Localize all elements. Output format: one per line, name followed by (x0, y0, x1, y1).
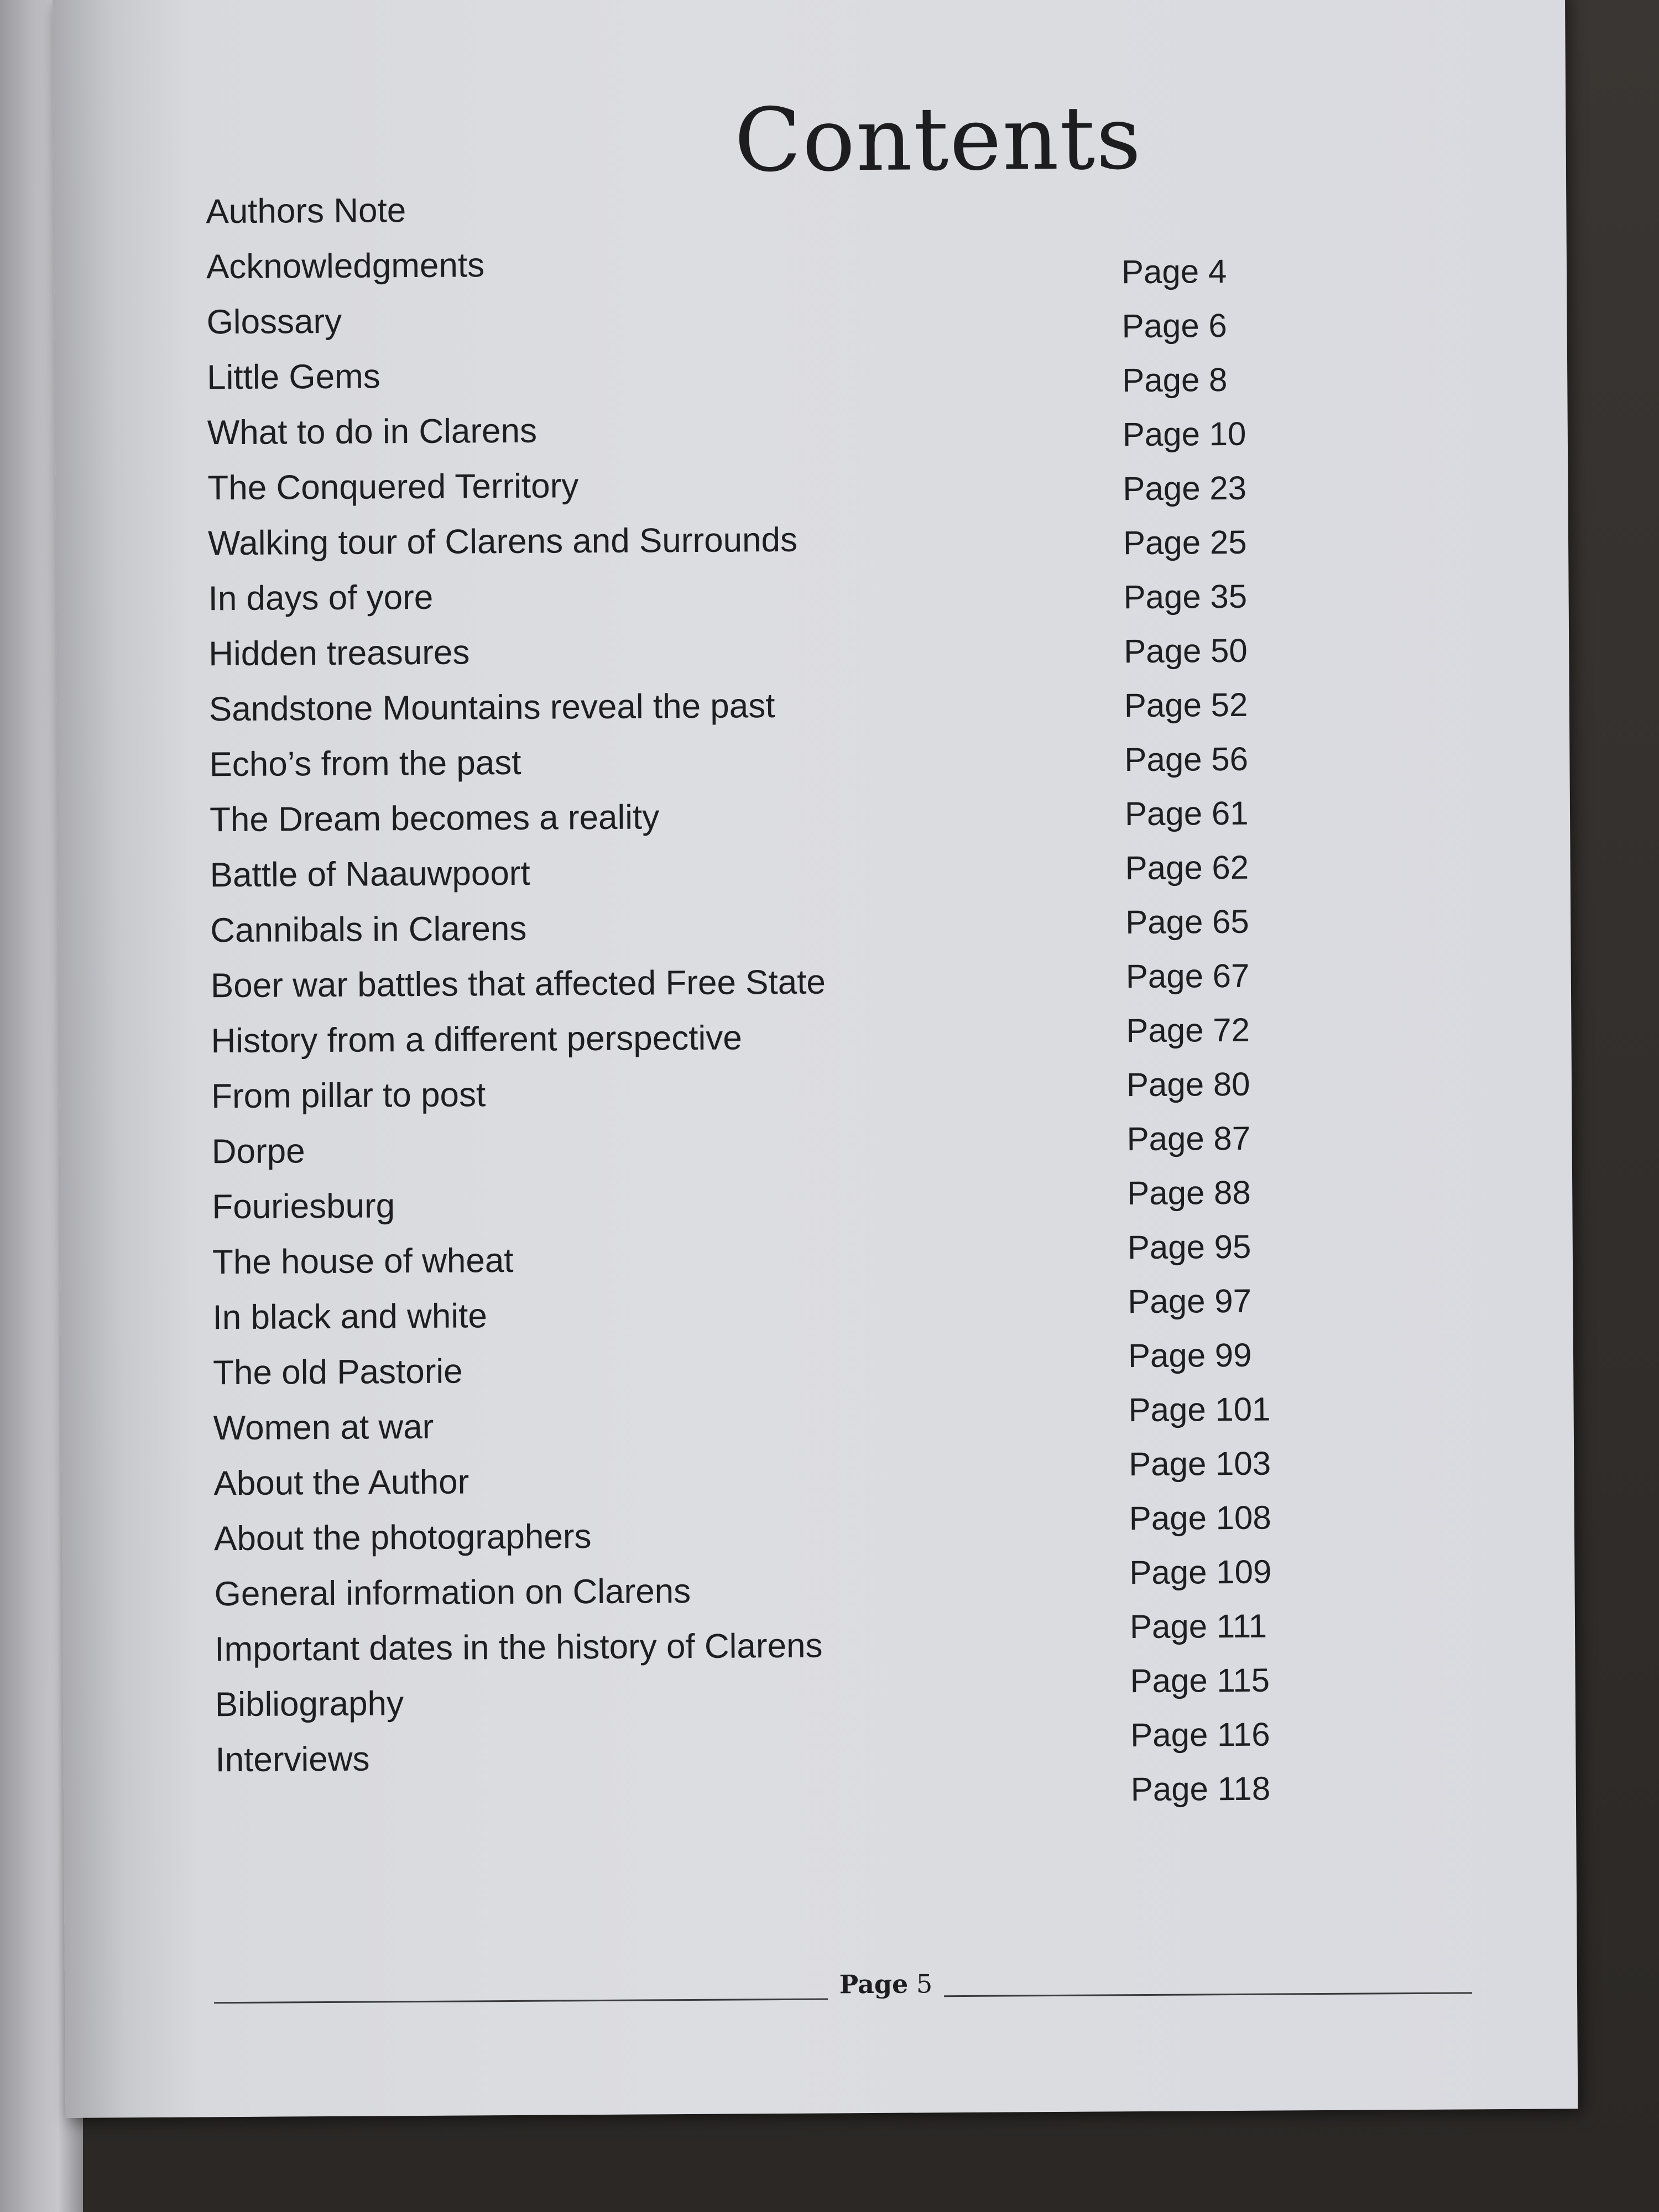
toc-entry-title: Glossary (206, 302, 342, 342)
toc-entry-title: Little Gems (206, 357, 380, 397)
toc-page-number: Page 25 (1123, 523, 1247, 562)
toc-page-number: Page 115 (1130, 1661, 1270, 1700)
toc-page-number: Page 101 (1128, 1390, 1271, 1429)
toc-page-number: Page 111 (1129, 1607, 1267, 1646)
toc-page-number: Page 80 (1126, 1065, 1250, 1104)
toc-entry-title: About the photographers (213, 1517, 592, 1558)
footer-rule-right (944, 1992, 1472, 1997)
contents-page (53, 0, 1578, 2118)
toc-entry-title: About the Author (213, 1463, 469, 1503)
toc-entry-title: The house of wheat (212, 1241, 514, 1282)
footer-page-label (836, 1969, 936, 1999)
toc-page-number: Page 87 (1126, 1119, 1251, 1158)
toc-page-number: Page 8 (1122, 361, 1228, 399)
toc-entry-title: Dorpe (211, 1132, 305, 1171)
toc-entry-title: The Dream becomes a reality (209, 798, 660, 839)
toc-entry-title: Important dates in the history of Clarens (215, 1626, 823, 1669)
toc-page-number: Page 50 (1124, 632, 1248, 670)
toc-page-number: Page 99 (1128, 1336, 1252, 1375)
toc-entry-title: Walking tour of Clarens and Surrounds (207, 520, 798, 563)
toc-page-number: Page 72 (1126, 1011, 1250, 1050)
toc-entry-title: Sandstone Mountains reveal the past (208, 687, 775, 729)
toc-page-number: Page 4 (1121, 253, 1227, 291)
toc-entry-title: Women at war (213, 1407, 434, 1448)
toc-page-number: Page 95 (1127, 1228, 1251, 1266)
toc-page-number: Page 35 (1123, 577, 1248, 616)
toc-page-number: Page 88 (1127, 1173, 1251, 1212)
toc-page-number: Page 23 (1123, 469, 1247, 508)
toc-page-number: Page 61 (1124, 794, 1249, 833)
footer-rule-left (214, 1999, 828, 2004)
toc-entry-title: Authors Note (206, 191, 406, 231)
toc-entry-title: In black and white (212, 1297, 488, 1337)
toc-page-number: Page 52 (1124, 686, 1248, 724)
toc-entry-title: Cannibals in Clarens (210, 909, 527, 950)
toc-entry-title: Echo’s from the past (209, 743, 521, 784)
toc-page-number: Page 67 (1125, 957, 1250, 995)
toc-entry-title: Fouriesburg (212, 1187, 395, 1227)
toc-entry-title: History from a different perspective (211, 1019, 742, 1061)
toc-page-number: Page 118 (1130, 1770, 1271, 1808)
toc-entry-title: Hidden treasures (208, 633, 470, 674)
toc-entry-title: Battle of Naauwpoort (210, 854, 530, 895)
toc-page-number-list (1121, 244, 1352, 1817)
toc-entry-title: In days of yore (208, 578, 434, 618)
toc-entry-title: Acknowledgments (206, 246, 485, 286)
toc-page-number: Page 109 (1129, 1553, 1272, 1592)
toc-page-number: Page 108 (1129, 1499, 1271, 1537)
toc-entry-title: General information on Clarens (214, 1572, 691, 1614)
toc-entry-title: What to do in Clarens (207, 411, 538, 452)
toc-entry-title: The old Pastorie (212, 1352, 463, 1392)
footer-page-number: 5 (916, 1969, 933, 1999)
toc-entry-title: Boer war battles that affected Free State (210, 963, 826, 1005)
toc-entry-title: The Conquered Territory (207, 467, 579, 508)
toc-page-number: Page 97 (1128, 1282, 1252, 1321)
toc-page-number: Page 6 (1121, 307, 1228, 345)
toc-page-number: Page 103 (1129, 1444, 1271, 1483)
page-title: Contents (734, 87, 1142, 192)
toc-page-number: Page 10 (1122, 415, 1246, 453)
toc-page-number: Page 65 (1125, 902, 1249, 941)
toc-page-number: Page 56 (1124, 740, 1249, 779)
toc-entry-title: Interviews (215, 1740, 370, 1780)
toc-page-number: Page 116 (1130, 1715, 1270, 1754)
toc-title-list (206, 180, 990, 1788)
toc-page-number: Page 62 (1125, 848, 1249, 887)
footer-page-word: Page (839, 1969, 909, 2000)
toc-entry-title: Bibliography (215, 1684, 404, 1724)
toc-entry-title: From pillar to post (211, 1076, 486, 1116)
